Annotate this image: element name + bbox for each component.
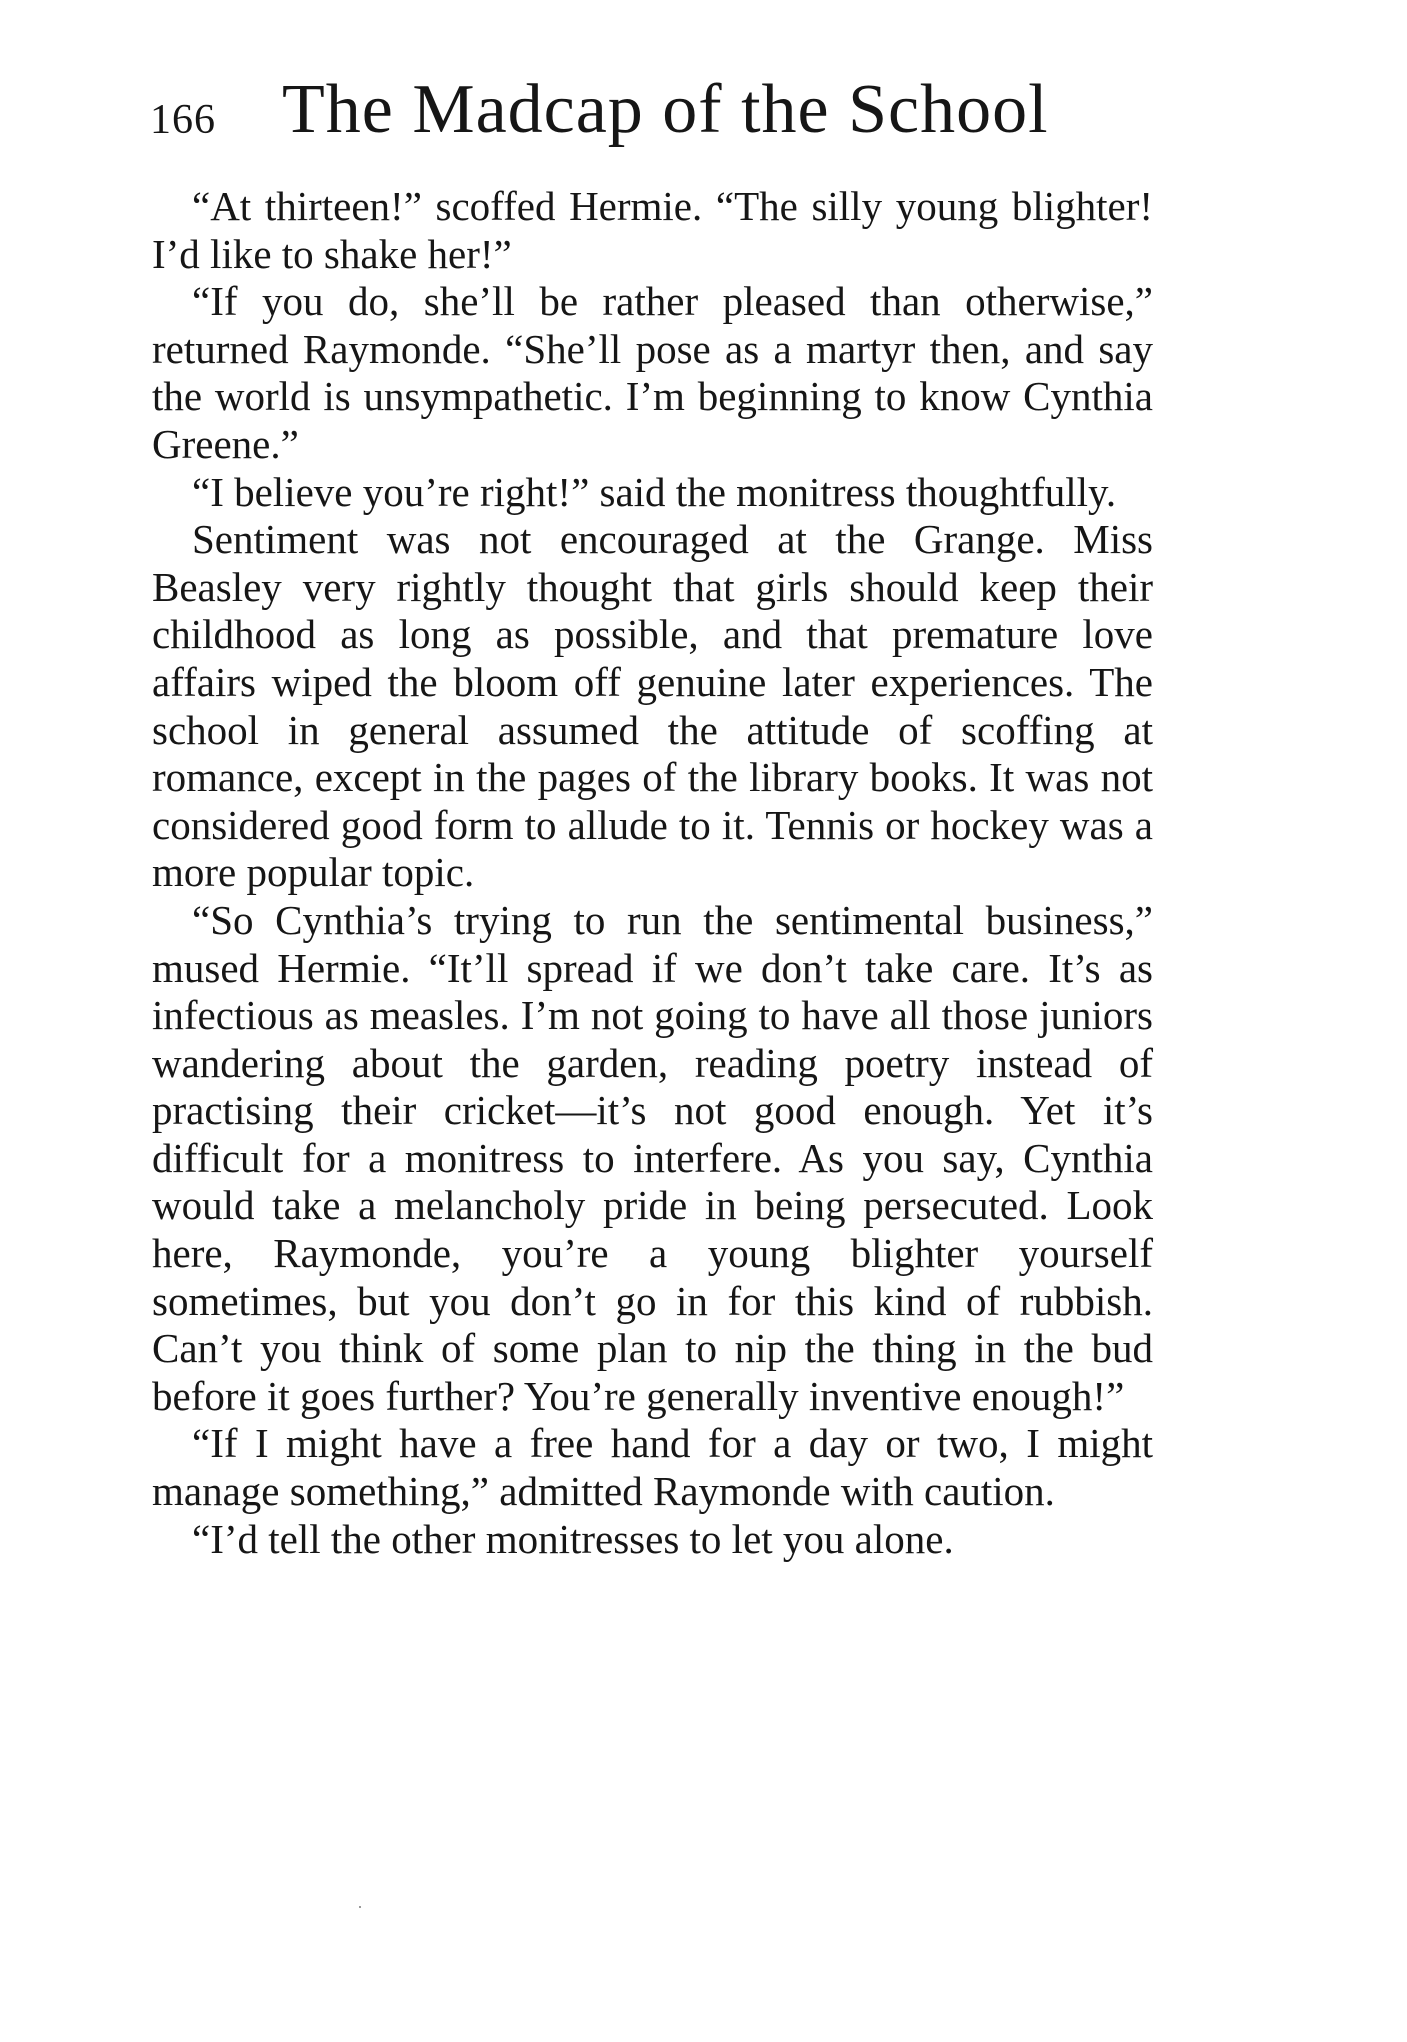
paragraph: “I’d tell the other monitresses to let you alone.	[192, 1515, 954, 1562]
body-text	[152, 183, 1153, 1563]
scan-speck	[359, 1906, 361, 1908]
page-number: 166	[150, 97, 216, 143]
book-title: The Madcap of the School	[282, 71, 1049, 148]
paragraph: “If I might have a free hand for a day or two, I might manage something,” admitted Raymonde with caution.	[152, 1420, 1153, 1515]
paragraph: “At thirteen!” scoffed Hermie. “The silly young blighter! I’d like to shake her!”	[152, 183, 1153, 277]
paragraph: Sentiment was not encouraged at the Grange. Miss Beasley very rightly thought that girls should keep their childhood as long as possible, and that premature love affairs wiped the bloom off genuine later experiences. The school in general assumed the attitude of scoffing at romance, except in the pages of the library books. It was not considered good form to allude to it. Tennis or hockey was a more popular topic.	[152, 516, 1153, 896]
paragraph: “If you do, she’ll be rather pleased than otherwise,” returned Raymonde. “She’ll pose as a martyr then, and say the world is unsympathetic. I’m beginning to know Cynthia Greene.”	[152, 278, 1153, 467]
running-head	[150, 70, 1160, 160]
paragraph: “I believe you’re right!” said the monitress thoughtfully.	[192, 468, 1117, 515]
paragraph: “So Cynthia’s trying to run the sentimental business,” mused Hermie. “It’ll spread if we don’t take care. It’s as infectious as measles. I’m not going to have all those juniors wandering about the garden, reading poetry instead of practising their cricket—it’s not good enough. Yet it’s difficult for a monitress to interfere. As you say, Cynthia would take a melancholy pride in being persecuted. Look here, Raymonde, you’re a young blighter yourself sometimes, but you don’t go in for this kind of rubbish. Can’t you think of some plan to nip the thing in the bud before it goes further? You’re generally inventive enough!”	[152, 896, 1153, 1419]
